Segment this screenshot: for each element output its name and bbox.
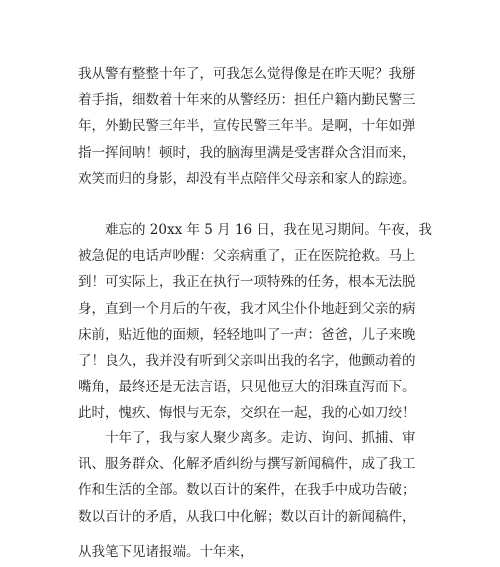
paragraph-1 xyxy=(78,61,414,192)
text-line: 嘴角，最终还是无法言语，只见他豆大的泪珠直泻而下。 xyxy=(78,379,416,396)
text-line: 此时，愧疚、悔恨与无奈，交织在一起，我的心如刀绞！ xyxy=(78,405,416,422)
paragraph-2 xyxy=(78,217,432,427)
text-line: 十年了，我与家人聚少离多。走访、询问、抓捕、审 xyxy=(105,430,416,446)
text-line: 欢笑而归的身影，却没有半点陪伴父母亲和家人的踪迹。 xyxy=(78,170,416,187)
text-line: 讯、服务群众、化解矛盾纠纷与撰写新闻稿件，成了我工 xyxy=(78,456,416,473)
text-line: 床前，贴近他的面颊，轻轻地叫了一声：爸爸，儿子来晚 xyxy=(78,326,416,343)
cut-off-text-line xyxy=(78,544,328,567)
text-line: 难忘的 20xx 年 5 月 16 日，我在见习期间。午夜，我 xyxy=(105,222,432,238)
paragraph-3 xyxy=(78,425,414,530)
text-line: 年，外勤民警三年半，宣传民警三年半。是啊，十年如弹 xyxy=(78,118,416,135)
text-line: 身，直到一个月后的午夜，我才风尘仆仆地赶到父亲的病 xyxy=(78,300,416,317)
text-line: 我从警有整整十年了，可我怎么觉得像是在昨天呢？我掰 xyxy=(78,66,416,82)
text-line: 着手指，细数着十年来的从警经历：担任户籍内勤民警三 xyxy=(78,92,416,109)
text-line: 数以百计的矛盾，从我口中化解；数以百计的新闻稿件， xyxy=(78,508,416,525)
text-line: 被急促的电话声吵醒：父亲病重了，正在医院抢救。马上 xyxy=(78,248,416,265)
text-line: 作和生活的全部。数以百计的案件，在我手中成功告破； xyxy=(78,482,416,499)
text-line: 到！可实际上，我正在执行一项特殊的任务，根本无法脱 xyxy=(78,274,416,291)
text-line: 从我笔下见诸报端。十年来， xyxy=(78,544,254,560)
text-line: 了！良久，我并没有听到父亲叫出我的名字，他颤动着的 xyxy=(78,352,416,369)
text-line: 指一挥间呐！顿时，我的脑海里满是受害群众含泪而来， xyxy=(78,144,416,161)
